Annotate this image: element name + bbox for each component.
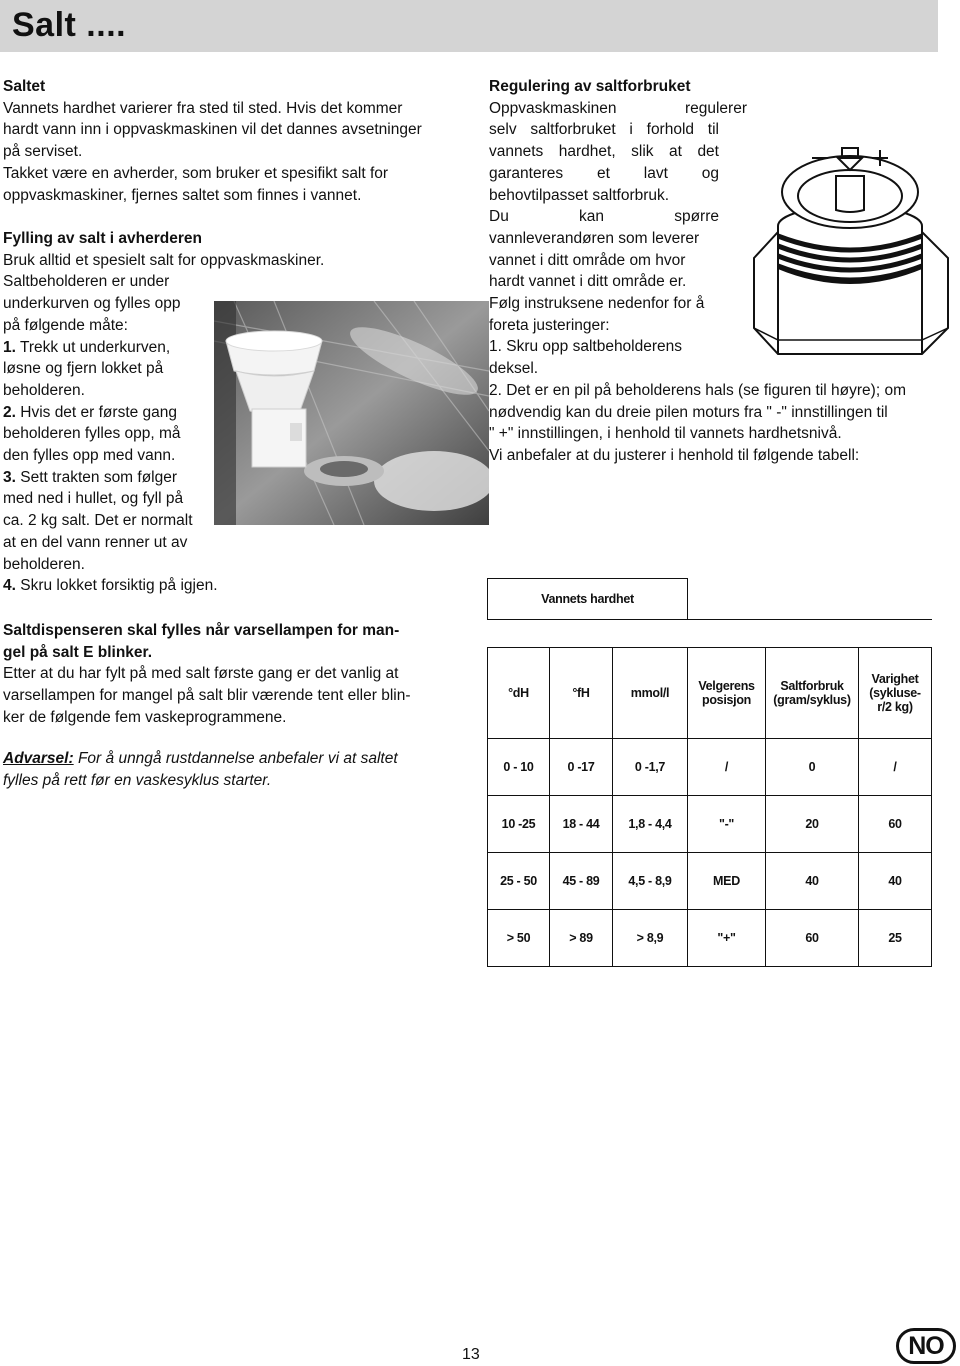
regulering-line: selv saltforbruket i forhold til <box>489 121 719 139</box>
step-number: 3. <box>3 468 16 486</box>
table-cell: 10 -25 <box>488 796 550 853</box>
col-header-fh: °fH <box>550 648 613 739</box>
table-row <box>488 796 932 853</box>
regulering-line: nødvendig kan du dreie pilen moturs fra " -" innstillingen til <box>489 403 888 421</box>
table-group-header: Vannets hardhet <box>488 579 688 620</box>
regulering-heading: Regulering av saltforbruket <box>489 78 691 95</box>
regulering-line: Du kan spørre <box>489 208 719 226</box>
table-group-header-row <box>488 579 932 620</box>
saltet-line: Vannets hardhet varierer fra sted til sted. Hvis det kommer <box>3 99 403 117</box>
regulering-line: behovtilpasset saltforbruk. <box>489 186 670 204</box>
col-header-duration <box>859 648 932 739</box>
col-header-salt <box>766 648 859 739</box>
table-cell: 25 - 50 <box>488 853 550 910</box>
table-cell: 20 <box>766 796 859 853</box>
table-cell: 0 -17 <box>550 739 613 796</box>
fylling-line: på følgende måte: <box>3 316 128 334</box>
step-text: beholderen. <box>3 555 85 573</box>
warning-line: Saltdispenseren skal fylles når varsellampen for man- <box>3 622 400 639</box>
table-cell: "-" <box>688 796 766 853</box>
step-number: 4. <box>3 577 16 595</box>
regulering-line: vannleverandøren som leverer <box>489 229 700 247</box>
table-cell: > 50 <box>488 910 550 967</box>
salt-cap-diagram <box>744 140 956 372</box>
col-header-dh: °dH <box>488 648 550 739</box>
table-cell: 1,8 - 4,4 <box>613 796 688 853</box>
regulering-line: Følg instruksene nedenfor for å <box>489 295 705 313</box>
fylling-heading: Fylling av salt i avherderen <box>3 230 202 247</box>
fylling-line: Saltbeholderen er under <box>3 273 170 291</box>
table-cell: 0 -1,7 <box>613 739 688 796</box>
step-text: beholderen fylles opp, må <box>3 425 181 443</box>
fylling-line: Bruk alltid et spesielt salt for oppvaskmaskiner. <box>3 251 325 269</box>
saltet-line: på serviset. <box>3 143 83 161</box>
regulering-line: garanteres et lavt og <box>489 164 719 182</box>
table-cell: / <box>688 739 766 796</box>
table-row <box>488 910 932 967</box>
step-text: ca. 2 kg salt. Det er normalt <box>3 512 193 530</box>
header-line: Varighet <box>871 672 919 686</box>
section-warning <box>3 620 453 729</box>
regulering-line: Oppvaskmaskinen regulerer <box>489 99 747 117</box>
table-cell: 60 <box>766 910 859 967</box>
table-cell: 40 <box>859 853 932 910</box>
header-line: (sykluse- <box>869 686 921 700</box>
table-cell: 18 - 44 <box>550 796 613 853</box>
regulering-line: vannet i ditt område om hvor <box>489 251 686 269</box>
table-cell: 0 <box>766 739 859 796</box>
fylling-line: underkurven og fylles opp <box>3 295 181 313</box>
etter-line: Etter at du har fylt på med salt første gang er det vanlig at <box>3 665 399 683</box>
step-text: Skru lokket forsiktig på igjen. <box>15 577 218 595</box>
table-cell: 40 <box>766 853 859 910</box>
water-hardness-table <box>487 578 932 967</box>
regulering-line: hardt vannet i ditt område er. <box>489 273 687 291</box>
saltet-line: Takket være en avherder, som bruker et spesifikt salt for <box>3 164 389 182</box>
header-line: Velgerens <box>698 679 755 693</box>
warning-line: gel på salt E blinker. <box>3 643 153 661</box>
advarsel-label: Advarsel: <box>3 750 74 767</box>
step-text: Hvis det er første gang <box>15 403 178 421</box>
step-text: med ned i hullet, og fyll på <box>3 490 184 508</box>
page-title: Salt .... <box>12 6 127 44</box>
table-cell: 60 <box>859 796 932 853</box>
step-text: beholderen. <box>3 381 85 399</box>
saltet-line: oppvaskmaskiner, fjernes saltet som finnes i vannet. <box>3 186 362 204</box>
regulering-line: deksel. <box>489 360 539 378</box>
regulering-line: vannets hardhet, slik at det <box>489 143 719 161</box>
table-cell: / <box>859 739 932 796</box>
step-number: 2. <box>3 403 16 421</box>
advarsel-note <box>3 748 458 791</box>
regulering-line: Vi anbefaler at du justerer i henhold til følgende tabell: <box>489 446 860 464</box>
header-line: (gram/syklus) <box>773 693 851 707</box>
step-text: Trekk ut underkurven, <box>15 338 171 356</box>
table-cell: > 89 <box>550 910 613 967</box>
table-cell: "+" <box>688 910 766 967</box>
table-cell: > 8,9 <box>613 910 688 967</box>
step-text: løsne og fjern lokket på <box>3 360 164 378</box>
saltet-heading: Saltet <box>3 78 46 95</box>
regulering-line: 1. Skru opp saltbeholderens <box>489 338 683 356</box>
regulering-line: " +" innstillingen, i henhold til vannets hardhetsnivå. <box>489 425 842 443</box>
col-header-mmol: mmol/l <box>613 648 688 739</box>
table-row <box>488 853 932 910</box>
step-text: den fylles opp med vann. <box>3 447 176 465</box>
advarsel-text: For å unngå rustdannelse anbefaler vi at saltet <box>73 750 398 767</box>
page-number: 13 <box>462 1346 480 1363</box>
table-cell: MED <box>688 853 766 910</box>
table-cell: 4,5 - 8,9 <box>613 853 688 910</box>
regulering-line: 2. Det er en pil på beholderens hals (se figuren til høyre); om <box>489 381 906 399</box>
table-cell: 0 - 10 <box>488 739 550 796</box>
saltet-line: hardt vann inn i oppvaskmaskinen vil det dannes avsetninger <box>3 121 422 139</box>
step-number: 1. <box>3 338 16 356</box>
section-saltet <box>3 76 453 206</box>
advarsel-text: fylles på rett før en vaskesyklus starter. <box>3 771 272 789</box>
col-header-position <box>688 648 766 739</box>
header-line: posisjon <box>702 693 751 707</box>
etter-line: ker de følgende fem vaskeprogrammene. <box>3 708 287 726</box>
page-header <box>0 0 938 52</box>
regulering-line: foreta justeringer: <box>489 316 610 334</box>
table-row <box>488 739 932 796</box>
header-line: Saltforbruk <box>780 679 844 693</box>
step-4 <box>3 575 463 597</box>
etter-line: varsellampen for mangel på salt blir værende tent eller blin- <box>3 687 411 705</box>
table-cell: 25 <box>859 910 932 967</box>
table-cell: 45 - 89 <box>550 853 613 910</box>
table-header-row <box>488 648 932 739</box>
language-badge: NO <box>896 1328 956 1364</box>
step-text: at en del vann renner ut av <box>3 533 188 551</box>
header-line: r/2 kg) <box>877 700 913 714</box>
step-text: Sett trakten som følger <box>15 468 178 486</box>
salt-funnel-photo <box>214 301 489 525</box>
